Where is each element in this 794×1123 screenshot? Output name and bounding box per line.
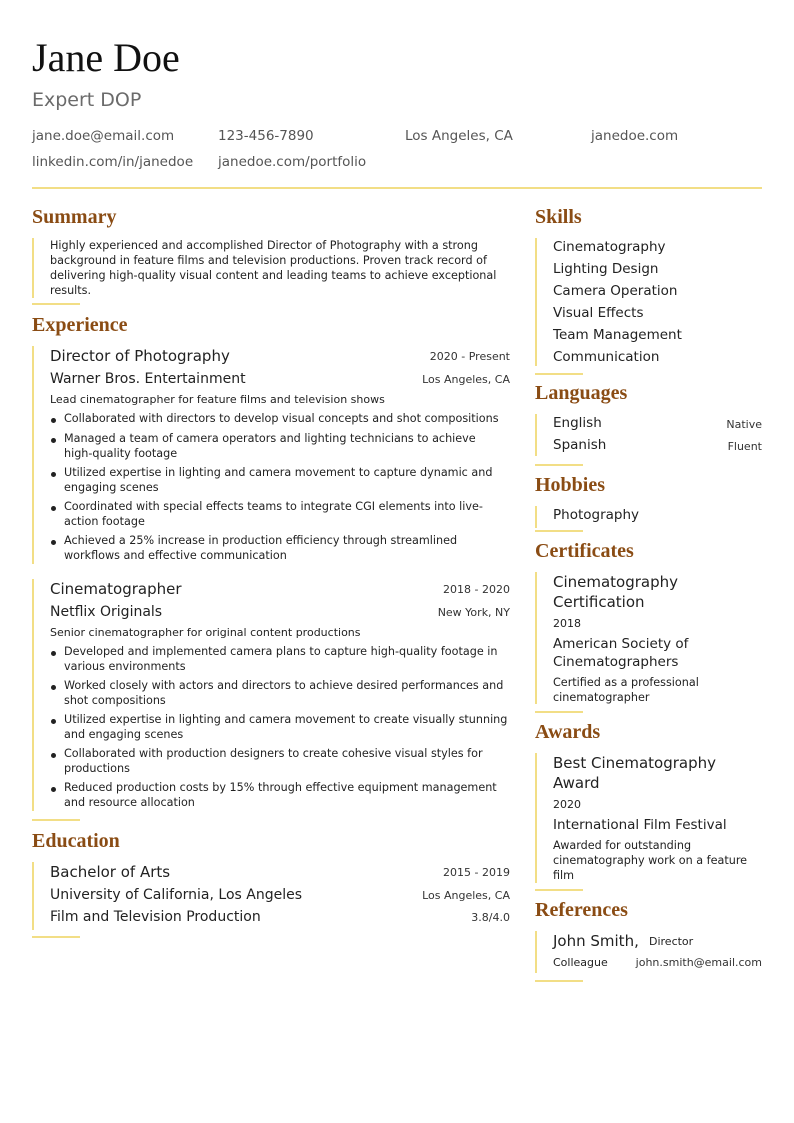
header-divider [32, 187, 762, 189]
education-school: University of California, Los Angeles [50, 887, 303, 903]
skills-heading: Skills [535, 206, 582, 228]
hobby-item: Photography [553, 507, 640, 523]
reference-email[interactable]: john.smith@email.com [635, 956, 762, 969]
job-accent-bar [32, 346, 34, 564]
job-location: Los Angeles, CA [422, 373, 510, 386]
summary-accent-bar [32, 238, 34, 298]
job-bullet-line: and engaging scenes [64, 728, 184, 741]
summary-heading: Summary [32, 206, 117, 228]
award-description: film [553, 869, 575, 882]
job-bullet-line: Worked closely with actors and directors to achieve desired performances and [64, 679, 504, 692]
hobbies-accent-bar [535, 506, 537, 528]
education-dates: 2015 - 2019 [443, 866, 510, 879]
reference-relation: Colleague [553, 956, 608, 969]
education-degree: Bachelor of Arts [50, 863, 171, 881]
job-bullet-line: engaging scenes [64, 481, 159, 494]
contact-portfolio[interactable]: janedoe.com/portfolio [218, 154, 367, 170]
contact-email[interactable]: jane.doe@email.com [32, 128, 175, 144]
job-bullet-line: Utilized expertise in lighting and camera movement to create visually stunning [64, 713, 508, 726]
certificate-description: cinematographer [553, 691, 650, 704]
job-title: Expert DOP [32, 89, 142, 111]
skill-item: Lighting Design [553, 261, 659, 277]
job-bullet-line: Achieved a 25% increase in production efficiency through streamlined [64, 534, 458, 547]
contact-location: Los Angeles, CA [405, 128, 513, 144]
skill-item: Visual Effects [553, 305, 644, 321]
education-location: Los Angeles, CA [422, 889, 510, 902]
job-description: Lead cinematographer for feature films and television shows [50, 393, 385, 406]
language-level: Fluent [727, 440, 762, 453]
skills-accent-bar [535, 238, 537, 366]
contact-linkedin[interactable]: linkedin.com/in/janedoe [32, 154, 194, 170]
section-underline [535, 530, 583, 532]
job-company: Warner Bros. Entertainment [50, 371, 246, 387]
job-bullet-line: workflows and effective communication [64, 549, 287, 562]
contact-phone[interactable]: 123-456-7890 [218, 128, 314, 144]
job-bullet-line: Collaborated with directors to develop visual concepts and shot compositions [64, 412, 499, 425]
certificates-heading: Certificates [535, 540, 634, 562]
experience-heading: Experience [32, 314, 128, 336]
section-underline [535, 373, 583, 375]
award-year: 2020 [553, 798, 581, 811]
awards-heading: Awards [535, 721, 601, 743]
section-underline [32, 936, 80, 938]
languages-accent-bar [535, 414, 537, 456]
bullet-dot [51, 540, 56, 545]
certificate-year: 2018 [553, 617, 581, 630]
bullet-dot [51, 472, 56, 477]
certificate-title: Cinematography [553, 573, 679, 591]
language-name: Spanish [553, 437, 607, 453]
award-description: Awarded for outstanding [553, 839, 692, 852]
reference-role: Director [649, 935, 694, 948]
job-company: Netflix Originals [50, 604, 163, 620]
job-bullet-line: productions [64, 762, 130, 775]
bullet-dot [51, 438, 56, 443]
summary-line: Highly experienced and accomplished Director of Photography with a strong [50, 239, 478, 252]
certificate-title: Certification [553, 593, 645, 611]
job-location: New York, NY [437, 606, 510, 619]
summary-line: background in feature films and television productions. Proven track record of [50, 254, 487, 267]
award-title: Best Cinematography [553, 754, 717, 772]
job-bullet-line: action footage [64, 515, 145, 528]
skill-item: Camera Operation [553, 283, 678, 299]
bullet-dot [51, 506, 56, 511]
certificate-issuer: Cinematographers [553, 654, 679, 670]
job-dates: 2020 - Present [429, 350, 510, 363]
references-accent-bar [535, 931, 537, 973]
language-name: English [553, 415, 602, 431]
education-field: Film and Television Production [50, 909, 261, 925]
award-title: Award [553, 774, 600, 792]
education-heading: Education [32, 830, 120, 852]
languages-heading: Languages [535, 382, 628, 404]
summary-line: delivering high-quality visual content and leading teams to achieve exceptional [50, 269, 497, 282]
bullet-dot [51, 651, 56, 656]
job-role: Director of Photography [50, 347, 230, 365]
bullet-dot [51, 787, 56, 792]
certificates-accent-bar [535, 572, 537, 704]
job-dates: 2018 - 2020 [443, 583, 510, 596]
summary-line: results. [50, 284, 92, 297]
job-bullet-line: Utilized expertise in lighting and camera movement to capture dynamic and [64, 466, 493, 479]
skill-item: Team Management [553, 327, 682, 343]
bullet-dot [51, 753, 56, 758]
section-underline [535, 464, 583, 466]
award-description: cinematography work on a feature [553, 854, 748, 867]
section-underline [535, 889, 583, 891]
candidate-name: Jane Doe [32, 35, 180, 80]
award-issuer: International Film Festival [553, 817, 727, 833]
certificate-issuer: American Society of [553, 636, 689, 652]
education-accent-bar [32, 862, 34, 930]
section-underline [535, 980, 583, 982]
job-bullet-line: various environments [64, 660, 186, 673]
job-bullet-line: Collaborated with production designers to create cohesive visual styles for [64, 747, 483, 760]
bullet-dot [51, 418, 56, 423]
skill-item: Cinematography [553, 239, 666, 255]
job-role: Cinematographer [50, 580, 182, 598]
certificate-description: Certified as a professional [553, 676, 699, 689]
job-bullet-line: high-quality footage [64, 447, 178, 460]
job-bullet-line: shot compositions [64, 694, 166, 707]
bullet-dot [51, 685, 56, 690]
bullet-dot [51, 719, 56, 724]
reference-name: John Smith, [553, 932, 639, 950]
skill-item: Communication [553, 349, 660, 365]
section-underline [535, 711, 583, 713]
job-bullet-line: Managed a team of camera operators and lighting technicians to achieve [64, 432, 476, 445]
section-underline [32, 819, 80, 821]
job-bullet-line: Developed and implemented camera plans to capture high-quality footage in [64, 645, 498, 658]
hobbies-heading: Hobbies [535, 474, 606, 496]
job-bullet-line: Coordinated with special effects teams to integrate CGI elements into live- [64, 500, 483, 513]
job-bullet-line: and resource allocation [64, 796, 195, 809]
job-description: Senior cinematographer for original content productions [50, 626, 361, 639]
contact-website[interactable]: janedoe.com [591, 128, 679, 144]
awards-accent-bar [535, 753, 537, 883]
education-gpa: 3.8/4.0 [471, 911, 510, 924]
references-heading: References [535, 899, 628, 921]
job-accent-bar [32, 579, 34, 811]
section-underline [32, 303, 80, 305]
job-bullet-line: Reduced production costs by 15% through effective equipment management [64, 781, 497, 794]
language-level: Native [726, 418, 762, 431]
